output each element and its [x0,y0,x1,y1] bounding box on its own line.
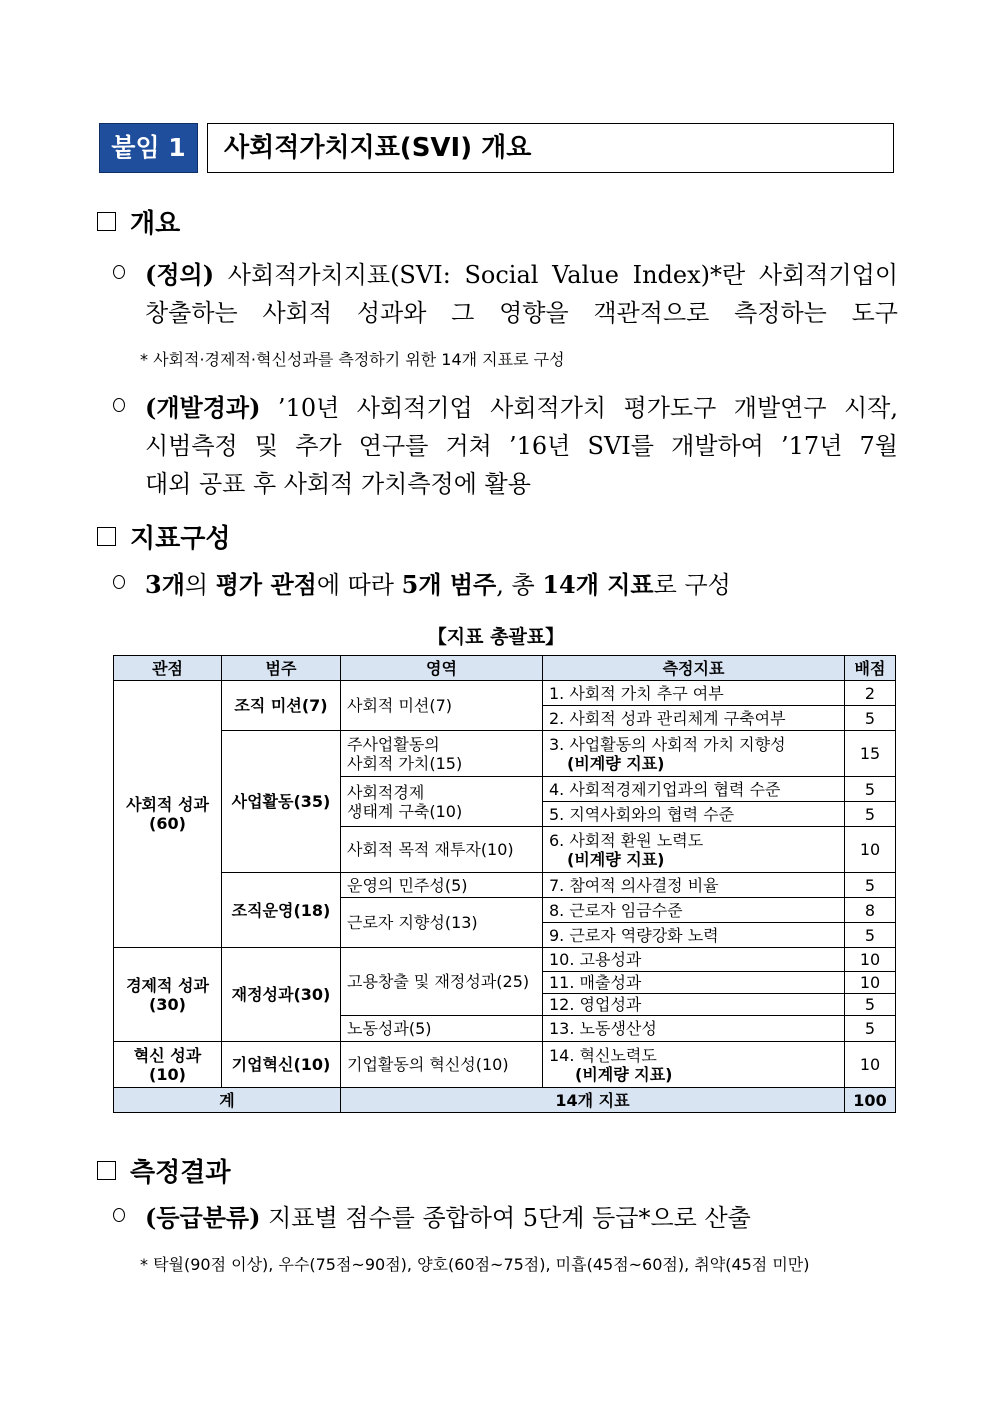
col-header-perspective: 관점 [114,656,222,681]
indicator-cell: 13. 노동생산성 [543,1016,845,1042]
table-row [114,948,896,972]
total-score-cell: 100 [845,1088,896,1113]
circle-bullet-icon [113,265,125,279]
bullet-definition: (정의) 사회적가치지표(SVI: Social Value Index)*란 사회적기업이 창출하는 사회적 성과와 그 영향을 객관적으로 측정하는 도구 [113,256,898,332]
table-row [114,1042,896,1088]
indicator-cell: 10. 고용성과 [543,948,845,972]
col-header-score: 배점 [845,656,896,681]
area-cell: 기업활동의 혁신성(10) [341,1042,543,1088]
document-title: 사회적가치지표(SVI) 개요 [207,123,894,173]
table-total-row [114,1088,896,1113]
area-cell: 근로자 지향성(13) [341,898,543,948]
area-cell: 운영의 민주성(5) [341,873,543,898]
col-header-indicator: 측정지표 [543,656,845,681]
bullet-composition: 3개의 평가 관점에 따라 5개 범주, 총 14개 지표로 구성 [113,566,898,604]
area-cell: 사회적 미션(7) [341,681,543,731]
indicator-cell: 8. 근로자 임금수준 [543,898,845,923]
table-row [114,731,896,777]
checkbox-square-icon [97,212,116,231]
score-cell: 10 [845,827,896,873]
score-cell: 5 [845,923,896,948]
grading-footnote: * 탁월(90점 이상), 우수(75점~90점), 양호(60점~75점), 미흡(45점~60점), 취약(45점 미만) [140,1255,810,1274]
score-cell: 5 [845,777,896,802]
score-cell: 5 [845,706,896,731]
category-cell: 재정성과(30) [222,948,341,1042]
area-cell: 사회적경제 생태계 구축(10) [341,777,543,827]
area-cell: 고용창출 및 재정성과(25) [341,948,543,1016]
table-caption: 【지표 총괄표】 [427,626,565,648]
indicator-cell: 7. 참여적 의사결정 비율 [543,873,845,898]
indicator-cell: 1. 사회적 가치 추구 여부 [543,681,845,706]
score-cell: 10 [845,972,896,994]
bullet-grading: (등급분류) 지표별 점수를 종합하여 5단계 등급*으로 산출 [113,1199,898,1237]
score-cell: 10 [845,1042,896,1088]
document-header [99,123,894,173]
perspective-cell: 경제적 성과 (30) [114,948,222,1042]
indicator-cell: 4. 사회적경제기업과의 협력 수준 [543,777,845,802]
indicator-summary-table [113,655,896,1113]
score-cell: 5 [845,802,896,827]
category-cell: 사업활동(35) [222,731,341,873]
area-cell: 노동성과(5) [341,1016,543,1042]
score-cell: 5 [845,1016,896,1042]
perspective-cell: 사회적 성과 (60) [114,681,222,948]
indicator-cell: 12. 영업성과 [543,994,845,1016]
category-cell: 조직운영(18) [222,873,341,948]
indicator-cell: 2. 사회적 성과 관리체계 구축여부 [543,706,845,731]
section-overview-heading: 개요 [97,203,180,240]
col-header-category: 범주 [222,656,341,681]
checkbox-square-icon [97,1161,116,1180]
category-cell: 조직 미션(7) [222,681,341,731]
section-composition-heading: 지표구성 [97,518,230,555]
total-indicators-cell: 14개 지표 [341,1088,845,1113]
indicator-cell: 11. 매출성과 [543,972,845,994]
perspective-cell: 혁신 성과 (10) [114,1042,222,1088]
category-cell: 기업혁신(10) [222,1042,341,1088]
checkbox-square-icon [97,527,116,546]
area-cell: 주사업활동의 사회적 가치(15) [341,731,543,777]
table-row [114,681,896,706]
indicator-cell: 6. 사회적 환원 노력도 (비계량 지표) [543,827,845,873]
col-header-area: 영역 [341,656,543,681]
score-cell: 2 [845,681,896,706]
section-results-heading: 측정결과 [97,1152,230,1189]
indicator-cell: 3. 사업활동의 사회적 가치 지향성 (비계량 지표) [543,731,845,777]
table-row [114,873,896,898]
table-header-row [114,656,896,681]
indicator-cell: 5. 지역사회와의 협력 수준 [543,802,845,827]
indicator-cell: 14. 혁신노력도 (비계량 지표) [543,1042,845,1088]
total-label-cell: 계 [114,1088,341,1113]
score-cell: 5 [845,873,896,898]
score-cell: 5 [845,994,896,1016]
attachment-badge: 붙임 1 [99,123,198,173]
circle-bullet-icon [113,398,125,412]
circle-bullet-icon [113,1208,125,1222]
score-cell: 15 [845,731,896,777]
bullet-history: (개발경과) ’10년 사회적기업 사회적가치 평가도구 개발연구 시작, 시범측정 및 추가 연구를 거쳐 ’16년 SVI를 개발하여 ’17년 7월 대외 공표 후 사회적 가치측정에 활용 [113,389,898,503]
circle-bullet-icon [113,575,125,589]
area-cell: 사회적 목적 재투자(10) [341,827,543,873]
score-cell: 10 [845,948,896,972]
definition-footnote: * 사회적·경제적·혁신성과를 측정하기 위한 14개 지표로 구성 [140,350,565,369]
score-cell: 8 [845,898,896,923]
indicator-cell: 9. 근로자 역량강화 노력 [543,923,845,948]
